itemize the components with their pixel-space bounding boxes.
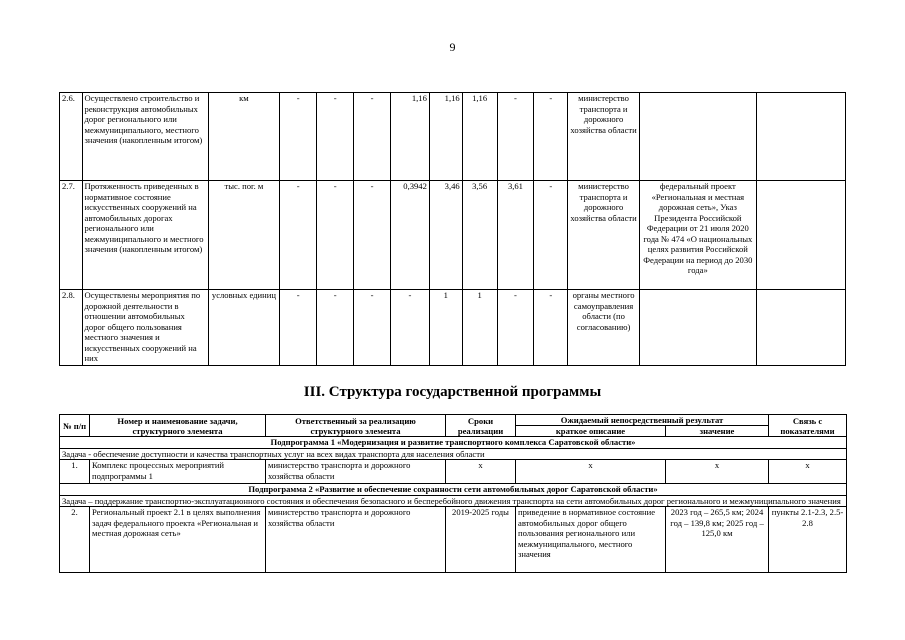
header-name: Номер и наименование задачи, структурного элемента <box>90 415 266 437</box>
indicators-table <box>59 92 846 366</box>
header-value: значение <box>666 426 769 437</box>
row-number: 1. <box>60 460 90 484</box>
header-expected-result: Ожидаемый непосредственный результат <box>516 415 769 426</box>
indicator-name: Осуществлены мероприятия по дорожной деятельности в отношении автомобильных дорог общего пользования местного значения и искусственных сооружений на них <box>82 290 208 366</box>
task-text: Задача - обеспечение доступности и качества транспортных услуг на всех видах транспорта для населения области <box>60 448 847 460</box>
subprogram-row <box>60 484 847 496</box>
task-row <box>60 448 847 460</box>
link-cell <box>639 93 756 181</box>
header-responsible: Ответственный за реализацию структурного элемента <box>266 415 446 437</box>
value-cell: 3,56 <box>462 181 497 290</box>
responsible: органы местного самоуправления области (по согласованию) <box>568 290 640 366</box>
value-cell: 3,61 <box>497 181 534 290</box>
header-period: Сроки реализации <box>446 415 516 437</box>
value-cell: - <box>280 93 317 181</box>
result-description: x <box>516 460 666 484</box>
result-value: 2023 год – 265,5 км; 2024 год – 139,8 км; 2025 год – 125,0 км <box>666 507 769 573</box>
indicator-link: x <box>769 460 847 484</box>
responsible: министерство транспорта и дорожного хозяйства области <box>266 460 446 484</box>
responsible: министерство транспорта и дорожного хозяйства области <box>568 181 640 290</box>
subprogram-title: Подпрограмма 1 «Модернизация и развитие транспортного комплекса Саратовской области» <box>60 437 847 449</box>
row-number: 2. <box>60 507 90 573</box>
value-cell: 1,16 <box>429 93 462 181</box>
table-row <box>60 460 847 484</box>
element-name: Региональный проект 2.1 в целях выполнения задач федерального проекта «Региональная и местная дорожная сеть» <box>90 507 266 573</box>
unit: тыс. пог. м <box>208 181 280 290</box>
value-cell: - <box>497 93 534 181</box>
table-row <box>60 290 846 366</box>
result-value: x <box>666 460 769 484</box>
task-text: Задача – поддержание транспортно-эксплуатационного состояния и обеспечения безопасного и бесперебойного движения транспорта на сети автомобильных дорог регионального и межмуниципального значения <box>60 495 847 507</box>
empty-cell <box>756 93 845 181</box>
unit: км <box>208 93 280 181</box>
element-name: Комплекс процессных мероприятий подпрограммы 1 <box>90 460 266 484</box>
value-cell: - <box>354 93 391 181</box>
task-row <box>60 495 847 507</box>
value-cell: 1,16 <box>462 93 497 181</box>
subprogram-row <box>60 437 847 449</box>
period: x <box>446 460 516 484</box>
unit: условных единиц <box>208 290 280 366</box>
value-cell: - <box>354 181 391 290</box>
header-link: Связь с показателями <box>769 415 847 437</box>
section-heading: III. Структура государственной программы <box>303 384 602 400</box>
table-row <box>60 181 846 290</box>
value-cell: - <box>534 290 568 366</box>
table-row <box>60 93 846 181</box>
value-cell: 1 <box>429 290 462 366</box>
value-cell: - <box>534 181 568 290</box>
table-row <box>60 507 847 573</box>
value-cell: - <box>354 290 391 366</box>
value-cell: - <box>534 93 568 181</box>
value-cell: - <box>497 290 534 366</box>
indicator-link: пункты 2.1-2.3, 2.5-2.8 <box>769 507 847 573</box>
result-description: приведение в нормативное состояние автомобильных дорог общего пользования регионального или межмуниципального, местного значения <box>516 507 666 573</box>
subprogram-title: Подпрограмма 2 «Развитие и обеспечение сохранности сети автомобильных дорог Саратовской области» <box>60 484 847 496</box>
page-number: 9 <box>449 40 456 54</box>
empty-cell <box>756 181 845 290</box>
program-structure-table <box>59 414 847 573</box>
value-cell: 1 <box>462 290 497 366</box>
responsible: министерство транспорта и дорожного хозяйства области <box>266 507 446 573</box>
value-cell: 3,46 <box>429 181 462 290</box>
indicator-name: Протяженность приведенных в нормативное состояние искусственных сооружений на автомобильных дорогах регионального или межмуниципального и местного значения (накопленным итогом) <box>82 181 208 290</box>
header-num: № п/п <box>60 415 90 437</box>
header-row <box>60 415 847 426</box>
value-cell: - <box>280 290 317 366</box>
header-description: краткое описание <box>516 426 666 437</box>
row-number: 2.7. <box>60 181 83 290</box>
row-number: 2.8. <box>60 290 83 366</box>
empty-cell <box>756 290 845 366</box>
value-cell: - <box>390 290 429 366</box>
link-cell <box>639 290 756 366</box>
row-number: 2.6. <box>60 93 83 181</box>
value-cell: - <box>317 290 354 366</box>
value-cell: 0,3942 <box>390 181 429 290</box>
value-cell: - <box>280 181 317 290</box>
link-cell: федеральный проект «Региональная и местная дорожная сеть», Указ Президента Российской Федерации от 21 июля 2020 года № 474 «О национальных целях развития Российской Федерации на период до 2030 года» <box>639 181 756 290</box>
value-cell: - <box>317 181 354 290</box>
period: 2019-2025 годы <box>446 507 516 573</box>
responsible: министерство транспорта и дорожного хозяйства области <box>568 93 640 181</box>
indicator-name: Осуществлено строительство и реконструкция автомобильных дорог регионального или межмуниципального, местного значения (накопленным итогом) <box>82 93 208 181</box>
value-cell: - <box>317 93 354 181</box>
value-cell: 1,16 <box>390 93 429 181</box>
